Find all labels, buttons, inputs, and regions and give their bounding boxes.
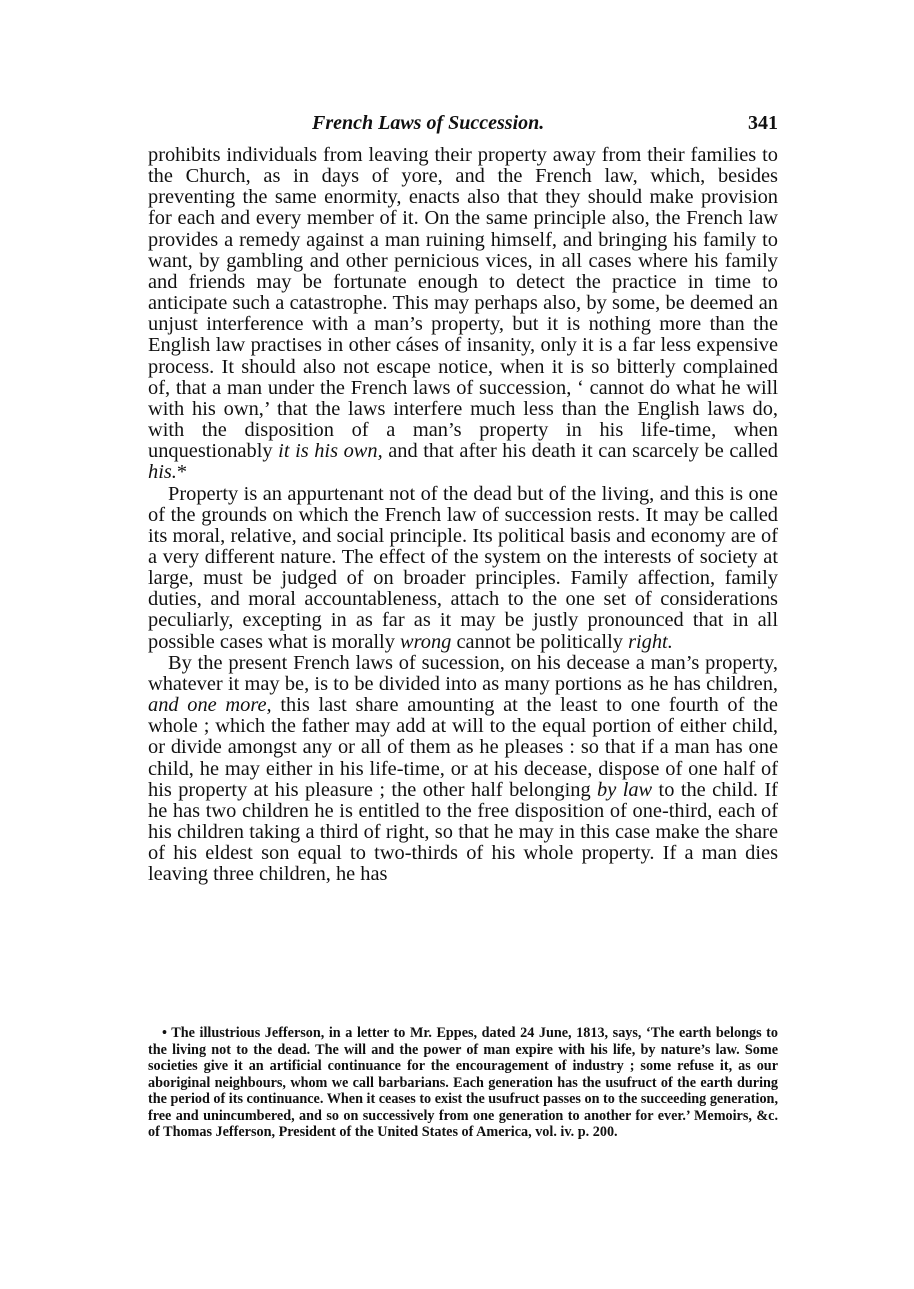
footnote-marker: * [176,461,188,484]
paragraph-1-emphasis-1: it is his own, [278,440,383,463]
paragraph-3-emphasis-2: by law [597,778,653,801]
paragraph-2 [148,484,778,653]
paragraph-2-emphasis-1: wrong [400,630,452,653]
paragraph-1 [148,145,778,484]
running-title: French Laws of Succession. [312,112,545,134]
paragraph-3 [148,653,778,886]
paragraph-2-text-a: Property is an appurtenant not of the dead but of the living, and this is one of the grounds on which the French law of succession rests. It may be called its moral, relative, and social principle. Its political basis and economy are of a very different nature. The effect of the system on the interests of society at large, must be judged of on broader principles. Family affection, family duties, and moral accountableness, attach to the one set of considerations peculiarly, excepting in as far as it may be justly pronounced that in all possible cases what is morally [148,482,778,653]
paragraph-3-text-a: By the present French laws of sucession, on his decease a man’s property, whatever it may be, is to be divided into as many portions as he has children, [148,651,778,695]
body-text [148,145,778,885]
paragraph-1-emphasis-2: his. [148,461,177,484]
paragraph-3-text-b: this last share amounting at the least to one fourth of the whole ; which the father may add at will to the equal portion of either child, or divide amongst any or all of them as he pleases : so that if a man has one child, he may either in his life-time, or at his decease, dispose of one half of his property at his pleasure ; the other half belonging [148,694,778,801]
paragraph-3-emphasis-1: and one more, [148,694,272,717]
paragraph-2-text-b: cannot be politically [451,630,629,653]
paragraph-3-text-c: to the child. If he has two children he is entitled to the free disposition of one-third, each of his children taking a third of right, so that he may in this case make the share of his eldest son equal to two-thirds of his whole property. If a man dies leaving three children, he has [148,778,778,886]
page-header [148,112,778,142]
page-number: 341 [748,112,778,134]
paragraph-1-text-b: and that after his death it can scarcely be called [382,440,778,463]
paragraph-1-text-a: prohibits individuals from leaving their property away from their families to the Church, as in days of yore, and the French law, which, besides preventing the same enormity, enacts also that they should make provision for each and every member of it. On the same principle also, the French law provides a remedy against a man ruining himself, and bringing his family to want, by gambling and other pernicious vices, in all cases where his family and friends may be fortunate enough to detect the practice in time to anticipate such a catastrophe. This may perhaps also, by some, be deemed an unjust interference with a man’s property, but it is nothing more than the English law practises in other cáses of insanity, only it is a far less expensive process. It should also not escape notice, when it is so bitterly complained of, that a man under the French laws of succession, ‘ cannot do what he will with his own,’ that the laws interfere much less than the English laws do, with the disposition of a man’s property in his life-time, when unquestionably [148,144,778,463]
paragraph-2-emphasis-2: right. [628,630,673,653]
footnote: • The illustrious Jefferson, in a letter to Mr. Eppes, dated 24 June, 1813, says, ‘The earth belongs to the living not to the dead. The will and the power of man expire with his life, by nature’s law. Some societies give it an artificial continuance for the encouragement of industry ; some refuse it, as our aboriginal neighbours, whom we call barbarians. Each generation has the usufruct of the earth during the period of its continuance. When it ceases to exist the usufruct passes on to the succeeding generation, free and unincumbered, and so on successively from one generation to another for ever.’ Memoirs, &c. of Thomas Jefferson, President of the United States of America, vol. iv. p. 200. [148,1025,778,1140]
